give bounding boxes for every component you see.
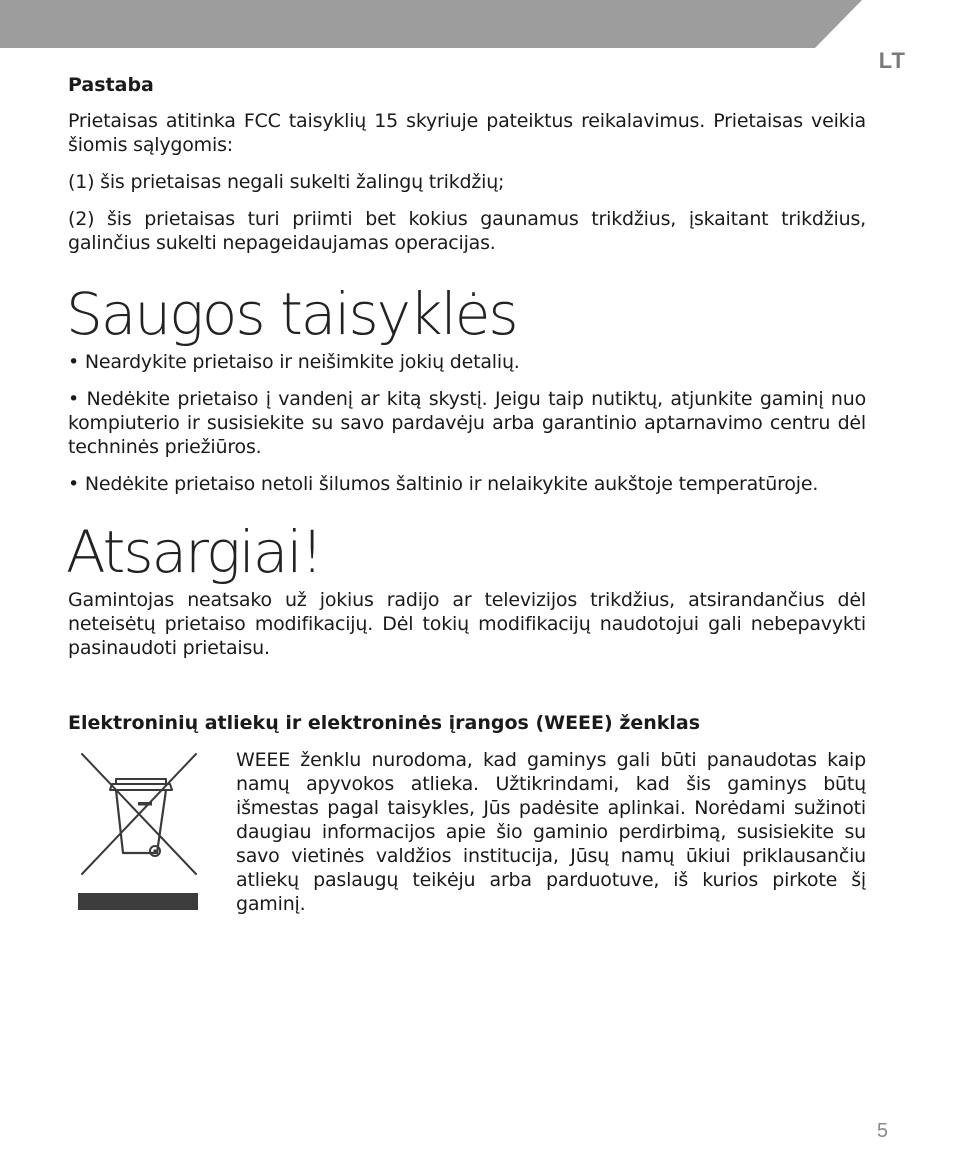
note-paragraph: (2) šis prietaisas turi priimti bet kokius gaunamus trikdžius, įskaitant trikdžius, galinčius sukelti nepageidaujamas operacijas. (68, 208, 866, 254)
page-number: 5 (876, 1120, 888, 1142)
safety-section (68, 282, 866, 496)
safety-title: Saugos taisyklės (66, 280, 517, 348)
crossed-out-wheelie-bin-icon (68, 748, 244, 914)
safety-item: • Nedėkite prietaiso netoli šilumos šaltinio ir nelaikykite aukštoje temperatūroje. (68, 473, 819, 495)
note-title: Pastaba (68, 74, 154, 96)
safety-item: • Nedėkite prietaiso į vandenį ar kitą skystį. Jeigu taip nutiktų, atjunkite gaminį nuo kompiuterio ir susisiekite su savo pardavėju arba garantinio aptarnavimo centru dėl techninės priežiūros. (68, 388, 866, 458)
weee-heading: Elektroninių atliekų ir elektroninės įrangos (WEEE) ženklas (68, 712, 701, 734)
weee-block (68, 748, 866, 916)
weee-description (236, 748, 866, 916)
weee-text: WEEE ženklu nurodoma, kad gaminys gali būti panaudotas kaip namų apyvokos atlieka. Užtikrindami, kad šis gaminys būtų išmestas pagal taisykles, Jūs padėsite aplinkai. Norėdami sužinoti daugiau informacijos apie šio gaminio perdirbimą, susisiekite su savo vietinės valdžios institucija, Jūsų namų ūkiui priklausančiu atliekų paslaugų teikėju arba parduotuve, iš kurios pirkote šį gaminį. (236, 749, 866, 915)
note-paragraph: (1) šis prietaisas negali sukelti žalingų trikdžių; (68, 171, 505, 193)
page-content (68, 74, 866, 916)
caution-text: Gamintojas neatsako už jokius radijo ar televizijos trikdžius, atsirandančius dėl neteisėtų prietaiso modifikacijų. Dėl tokių modifikacijų naudotojui gali nebepavykti pasinaudoti prietaisu. (68, 589, 866, 659)
caution-title: Atsargiai! (66, 518, 322, 586)
caution-section (68, 520, 866, 660)
note-paragraph: Prietaisas atitinka FCC taisyklių 15 skyriuje pateiktus reikalavimus. Prietaisas veikia šiomis sąlygomis: (68, 110, 866, 156)
safety-item: • Neardykite prietaiso ir neišimkite jokių detalių. (68, 351, 520, 373)
language-tag: LT (878, 48, 906, 73)
weee-section (68, 712, 866, 916)
note-section (68, 74, 866, 255)
header-banner (0, 0, 862, 48)
